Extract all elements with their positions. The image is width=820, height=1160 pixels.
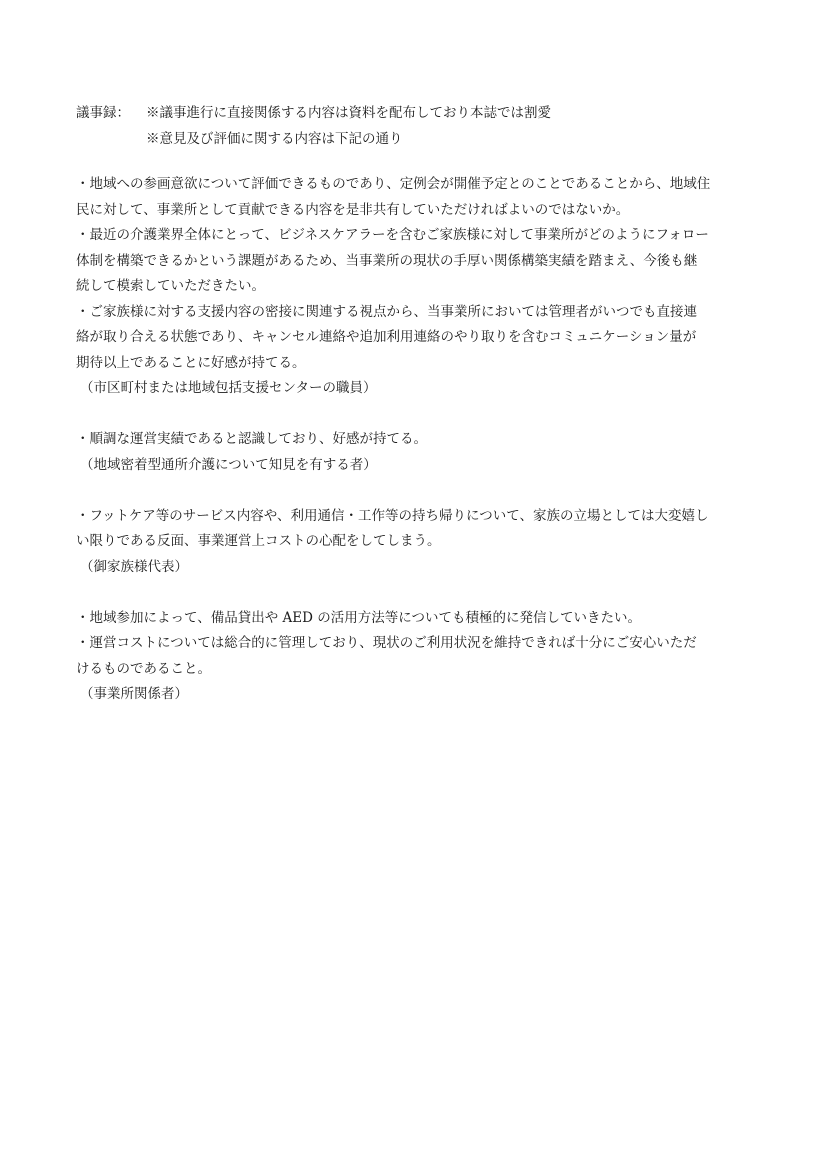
attribution: （市区町村または地域包括支援センターの職員） (80, 380, 377, 396)
minutes-header (76, 100, 756, 152)
attribution: （事業所関係者） (80, 686, 188, 702)
opinion-section (76, 504, 748, 581)
text-line: ・地域への参画意欲について評価できるものであり、定例会が開催予定とのことであることから、地域住 (76, 176, 711, 192)
text-line: けるものであること。 (76, 660, 211, 677)
header-row-2 (76, 126, 756, 152)
text-line: ・フットケア等のサービス内容や、利用通信・工作等の持ち帰りについて、家族の立場としては大変嬉し (76, 507, 709, 524)
text-line: ・ご家族様に対する支援内容の密接に関連する視点から、当事業所においては管理者がいつでも直接連 (76, 303, 697, 320)
opinion-section (76, 427, 748, 478)
text-line: ・運営コストについては総合的に管理しており、現状のご利用状況を維持できれば十分にご安心いただ (76, 635, 697, 651)
opinion-section (76, 606, 748, 708)
text-line: ・最近の介護業界全体にとって、ビジネスケアラーを含むご家族様に対して事業所がどのようにフォロー (76, 227, 709, 243)
attribution: （地域密着型通所介護について知見を有する者） (80, 456, 377, 473)
text-line: 続して模索していただきたい。 (76, 278, 265, 294)
text-line: ・順調な運営実績であると認識しており、好感が持てる。 (76, 431, 427, 447)
opinions-body (76, 172, 748, 708)
opinion-section (76, 172, 748, 402)
text-line: 絡が取り合える状態であり、キャンセル連絡や追加利用連絡のやり取りを含むコミュニケーション量が (76, 329, 697, 345)
minutes-label: 議事録： (76, 105, 130, 121)
header-note: ※意見及び評価に関する内容は下記の通り (146, 131, 403, 147)
text-line: い限りである反面、事業運営上コストの心配をしてしまう。 (76, 533, 441, 549)
text-line: 体制を構築できるかという課題があるため、当事業所の現状の手厚い関係構築実績を踏まえ、今後も継 (76, 252, 698, 269)
attribution: （御家族様代表） (80, 558, 188, 575)
header-row-1 (76, 100, 756, 126)
text-line: 期待以上であることに好感が持てる。 (76, 354, 306, 371)
header-note: ※議事進行に直接関係する内容は資料を配布しており本誌では割愛 (146, 105, 551, 121)
text-line: 民に対して、事業所として貢献できる内容を是非共有していただければよいのではないか。 (76, 201, 630, 218)
text-line: ・地域参加によって、備品貸出や AED の活用方法等についても積極的に発信していきたい。 (76, 609, 641, 626)
